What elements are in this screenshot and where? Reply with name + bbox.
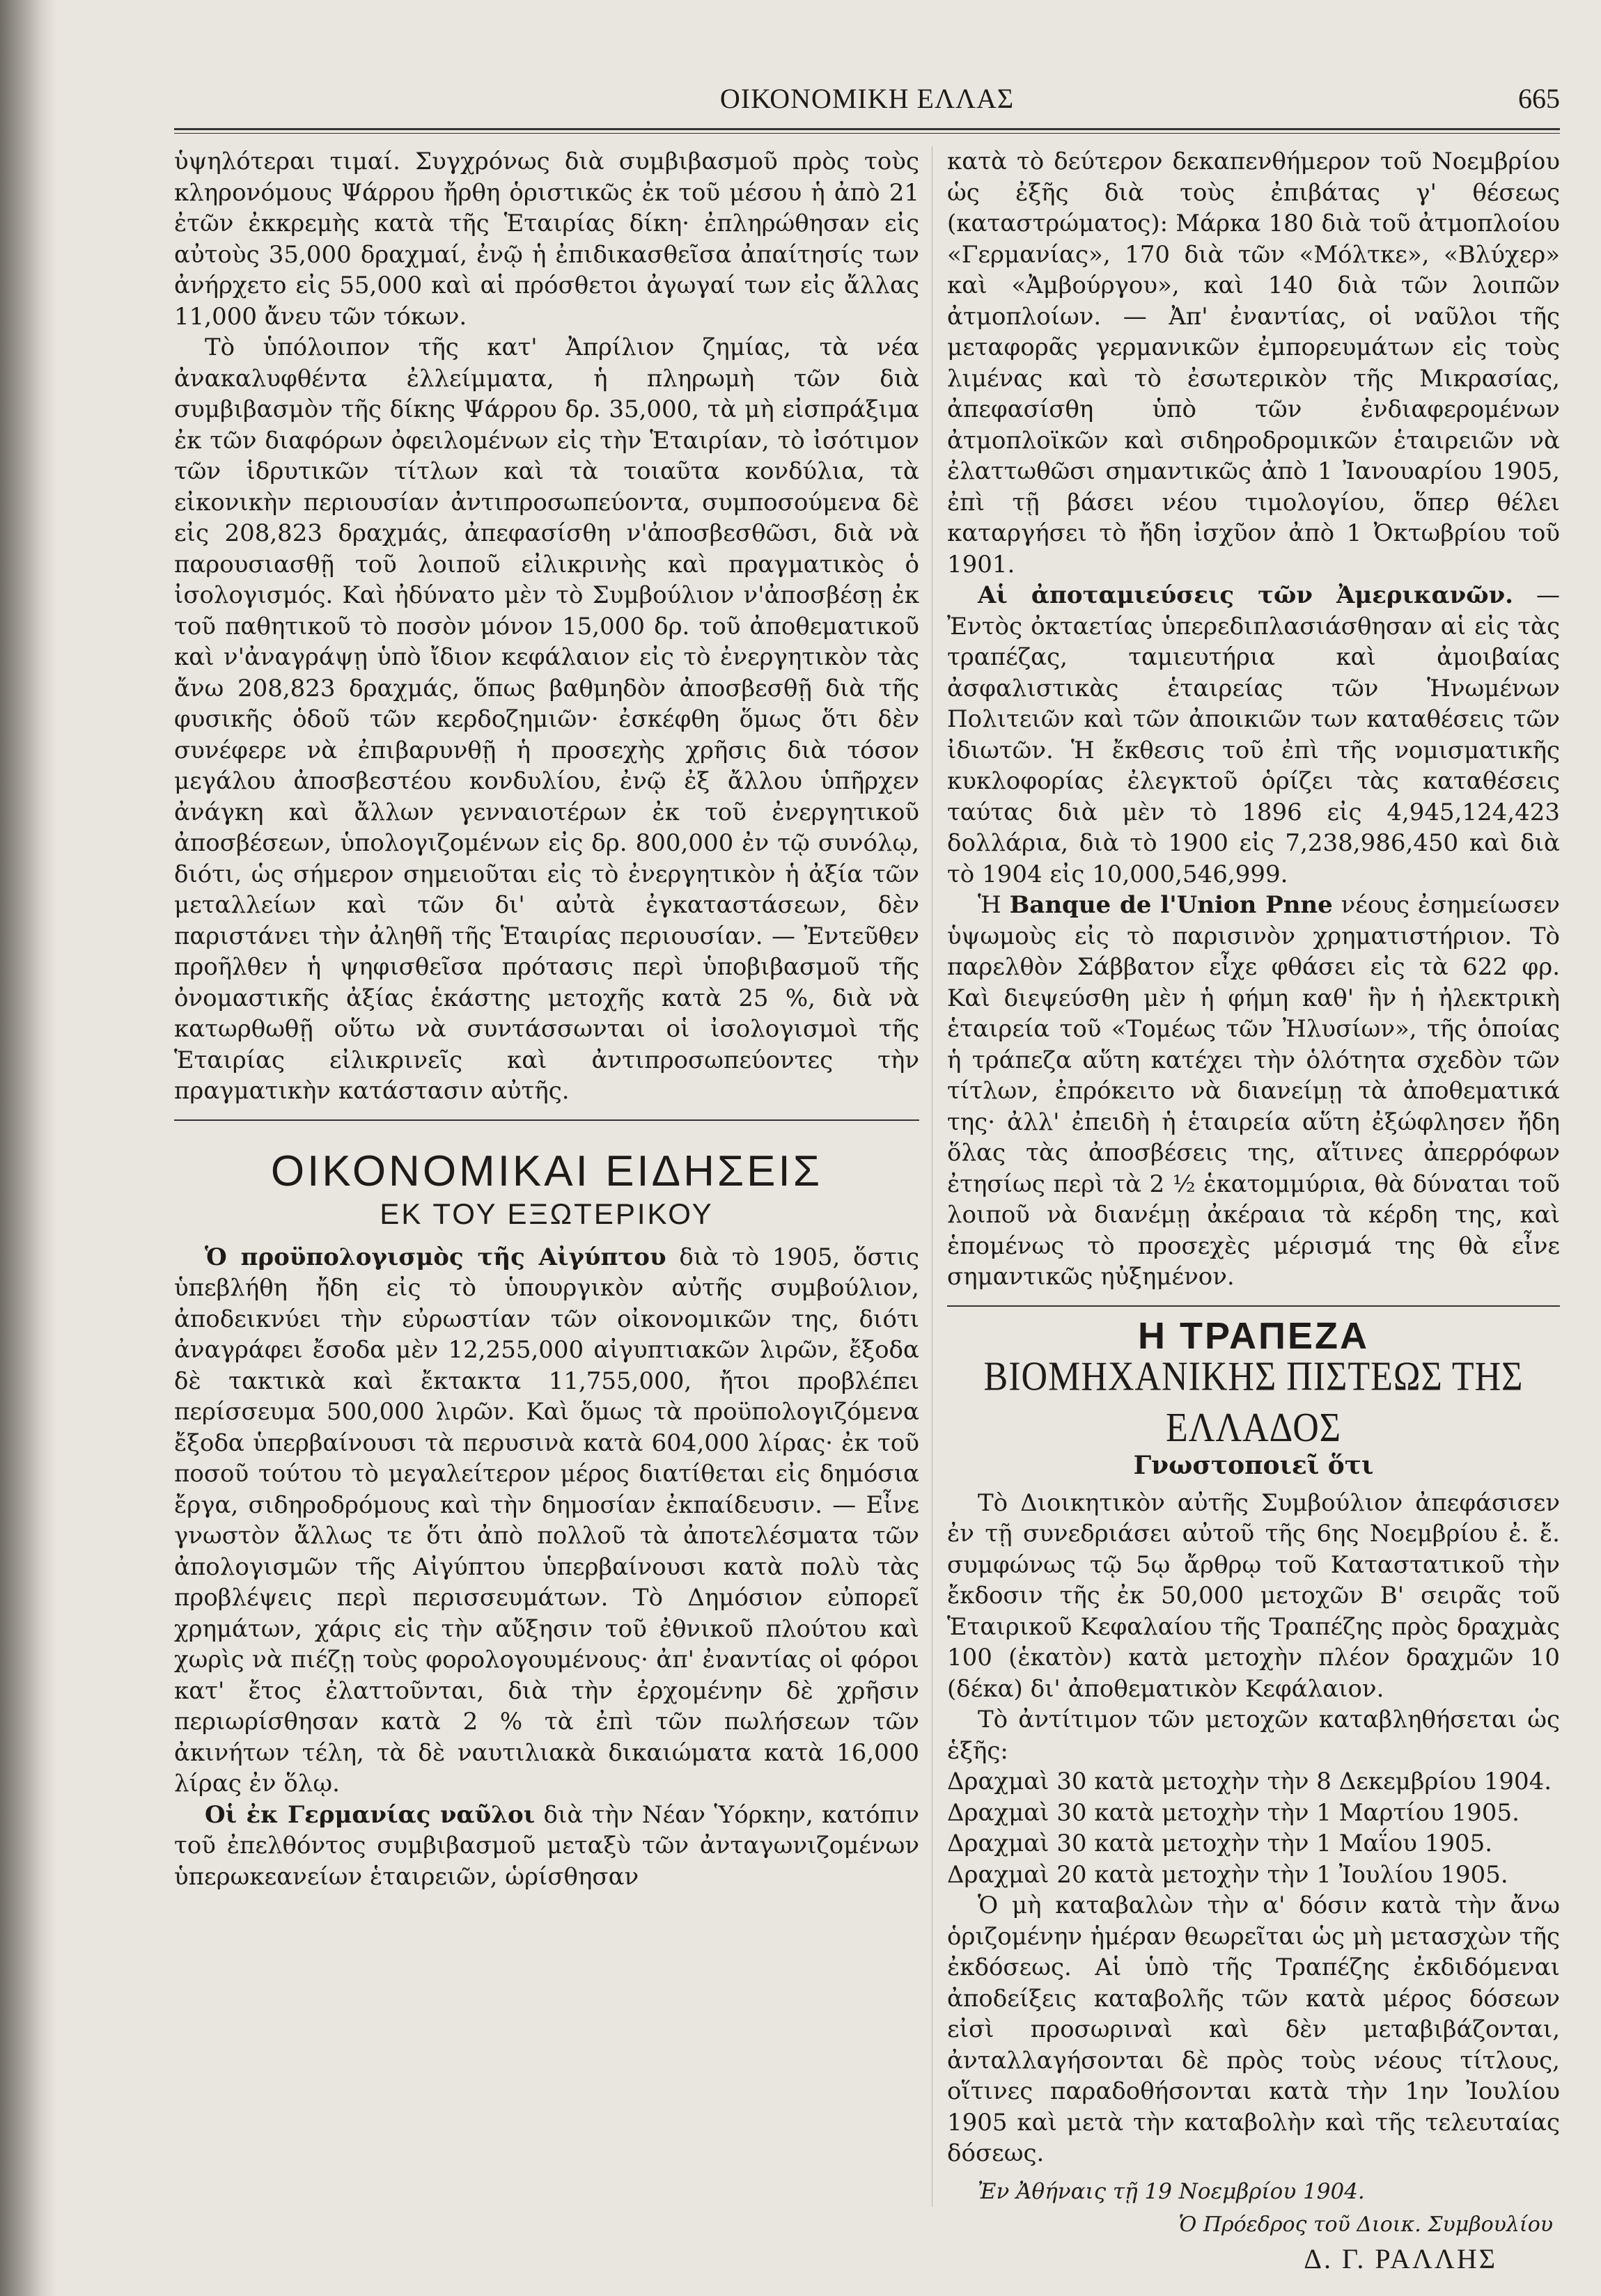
publication-title: ΟΙΚΟΝΟΜΙΚΗ ΕΛΛΑΣ bbox=[719, 83, 1015, 114]
signatory-name: Δ. Γ. ΡΑΛΛΗΣ bbox=[1304, 2242, 1497, 2274]
notice-subtitle: ΒΙΟΜΗΧΑΝΙΚΗΣ ΠΙΣΤΕΩΣ ΤΗΣ ΕΛΛΑΔΟΣ bbox=[983, 1353, 1524, 1451]
right-column bbox=[947, 146, 1560, 2274]
news-item-america bbox=[947, 580, 1560, 890]
section-title: ΟΙΚΟΝΟΜΙΚΑΙ ΕΙΔΗΣΕΙΣ bbox=[270, 1147, 823, 1195]
section-subtitle: ΕΚ ΤΟΥ ΕΞΩΤΕΡΙΚΟΥ bbox=[380, 1197, 714, 1230]
payment-line: Δραχμαὶ 30 κατὰ μετοχὴν τὴν 1 Μαρτίου 1905. bbox=[947, 1798, 1520, 1827]
news-item-text: διὰ τὸ 1905, ὅστις ὑπεβλήθη ἤδη εἰς τὸ ὑπουργικὸν αὐτῆς συμβούλιον, ἀποδεικνύει τὴν εὐρωστίαν τῶν οἰκονομικῶν της, διότι ἀναγράφει ἔσοδα μὲν 12,255,000 αἰγυπτιακῶν λιρῶν, ἔξοδα δὲ τακτικὰ καὶ ἔκτακτα 11,755,000, ἤτοι προβλέπει περίσσευμα 500,000 λιρῶν. Καὶ ὅμως τὰ προϋπολογιζόμενα ἔξοδα ὑπερβαίνουσι τὰ περυσινὰ κατὰ 604,000 λίρας· ἐκ τοῦ ποσοῦ τούτου τὸ μεγαλείτερον μέρος διατίθεται εἰς δημόσια ἔργα, σιδηροδρόμους καὶ τὴν δημοσίαν ἐκπαίδευσιν. — Εἶνε γνωστὸν ἄλλως τε ὅτι ἀπὸ πολλοῦ τὰ ἀποτελέσματα τῶν ἀπολογισμῶν τῆς Αἰγύπτου ὑπερβαίνουσι κατὰ πολὺ τὰς προβλέψεις περὶ περισσευμάτων. Τὸ Δημόσιον εὐπορεῖ χρημάτων, χάρις εἰς τὴν αὔξησιν τοῦ ἐθνικοῦ πλούτου καὶ χωρὶς νὰ πιέζῃ τοὺς φορολογουμένους· ἀπ' ἐναντίας οἱ φόροι κατ' ἔτος ἐλαττοῦνται, διὰ τὴν ἐρχομένην δὲ χρῆσιν περιωρίσθησαν κατὰ 2 % τὰ ἐπὶ τῶν πωλήσεων τῶν ἀκινήτων τέλη, τὰ δὲ ναυτιλιακὰ δικαιώματα κατὰ 16,000 λίρας ἐν ὅλῳ. bbox=[174, 1243, 920, 1798]
news-item-text: νέους ἐσημείωσεν ὑψωμοὺς εἰς τὸ παρισινὸν χρηματιστήριον. Τὸ παρελθὸν Σάββατον εἶχε φθάσει εἰς τὰ 622 φρ. Καὶ διεψεύσθη μὲν ἡ φήμη καθ' ἣν ἡ ἠλεκτρικὴ ἑταιρεία τοῦ «Τομέως τῶν Ἠλυσίων», τῆς ὁποίας ἡ τράπεζα αὕτη κατέχει τὴν ὁλότητα σχεδὸν τῶν τίτλων, ἐπρόκειτο νὰ διανείμῃ τὰ ἀποθεματικά της· ἀλλ' ἐπειδὴ ἡ ἑταιρεία αὕτη ἐξώφλησεν ἤδη ὅλας τὰς ἀποσβέσεις της, αἵτινες ἀπερρόφων ἐτησίως περὶ τὰ 2 ½ ἑκατομμύρια, θὰ δύναται τοῦ λοιποῦ νὰ διανέμῃ ἀκέραια τὰ κέρδη της, καὶ ἑπομένως τὸ προσεχὲς μέρισμά της θὰ εἶνε σημαντικῶς ηὐξημένον. bbox=[947, 891, 1560, 1291]
notice-paragraph: Ὁ μὴ καταβαλὼν τὴν α' δόσιν κατὰ τὴν ἄνω ὁριζομένην ἡμέραν θεωρεῖται ὡς μὴ μετασχὼν τῆς ἐκδόσεως. Αἱ ὑπὸ τῆς Τραπέζης ἐκδιδόμεναι ἀποδείξεις καταβολῆς τῶν κατὰ μέρος δόσεων εἰσὶ προσωριναὶ καὶ δὲν μεταβιβάζονται, ἀνταλλαγήσονται δὲ πρὸς τοὺς νέους τίτλους, οἵτινες παραδοθήσονται κατὰ τὴν 1ην Ἰουλίου 1905 καὶ μετὰ τὴν καταβολὴν καὶ τῆς τελευταίας δόσεως. bbox=[947, 1892, 1560, 2167]
news-item-lead: Ὁ προϋπολογισμὸς τῆς Αἰγύπτου bbox=[205, 1243, 666, 1271]
section-rule bbox=[174, 1119, 919, 1121]
notice-announce: Γνωστοποιεῖ ὅτι bbox=[1133, 1450, 1374, 1480]
news-item-lead: Banque de l'Union Pnne bbox=[1009, 891, 1333, 919]
notice-paragraph: Τὸ Διοικητικὸν αὐτῆς Συμβούλιον ἀπεφάσισεν ἐν τῇ συνεδριάσει αὐτοῦ τῆς 6ης Νοεμβρίου ἐ. ἔ. συμφώνως τῷ 5ῳ ἄρθρῳ τοῦ Καταστατικοῦ τὴν ἔκδοσιν τῆς ἐκ 50,000 μετοχῶν Β' σειρᾶς τοῦ Ἑταιρικοῦ Κεφαλαίου τῆς Τραπέζης πρὸς δραχμὰς 100 (ἑκατὸν) κατὰ μετοχὴν πλέον δραχμῶν 10 (δέκα) δι' ἀποθεματικὸν Κεφάλαιον. bbox=[947, 1488, 1560, 1703]
page-header bbox=[174, 82, 1560, 124]
notice-paragraph: Τὸ ἀντίτιμον τῶν μετοχῶν καταβληθήσεται ὡς ἑξῆς: bbox=[947, 1706, 1560, 1765]
header-rule bbox=[174, 128, 1560, 130]
article-paragraph: Τὸ ὑπόλοιπον τῆς κατ' Ἀπρίλιον ζημίας, τὰ νέα ἀνακαλυφθέντα ἐλλείμματα, ἡ πληρωμὴ τῶν διὰ συμβιβασμὸν τῆς δίκης Ψάρρου δρ. 35,000, τὰ μὴ εἰσπράξιμα ἐκ τῶν διαφόρων ὀφειλομένων εἰς τὴν Ἑταιρίαν, τὸ ἰσότιμον τῶν ἱδρυτικῶν τίτλων καὶ τὰ τοιαῦτα κονδύλια, τὰ εἰκονικὴν περιουσίαν ἀντιπροσωπεύοντα, συμποσούμενα δὲ εἰς 208,823 δραχμάς, ἀπεφασίσθη ν'ἀποσβεσθῶσι, διὰ νὰ παρουσιασθῇ τοῦ λοιποῦ εἰλικρινὴς καὶ πραγματικὸς ὁ ἰσολογισμός. Καὶ ἠδύνατο μὲν τὸ Συμβούλιον ν'ἀποσβέσῃ ἐκ τοῦ παθητικοῦ τὸ ποσὸν μόνον 15,000 δρ. τοῦ ἀποθεματικοῦ καὶ ν'ἀναγράψῃ ὑπὸ ἴδιον κεφάλαιον εἰς τὸ ἐνεργητικὸν τὰς ἄνω 208,823 δραχμάς, ὅπως βαθμηδὸν ἀποσβεσθῇ διὰ τῆς φυσικῆς ὁδοῦ τῶν κερδοζημιῶν· ἐσκέφθη ὅμως ὅτι δὲν συνέφερε νὰ ἐπιβαρυνθῇ ἡ προσεχὴς χρῆσις διὰ τόσον μεγάλου ἀποσβεστέου κονδυλίου, ἐνῷ ἐξ ἄλλου ὑπῆρχεν ἀνάγκη καὶ ἄλλων γενναιοτέρων ἐκ τοῦ ἐνεργητικοῦ ἀποσβέσεων, ὑπολογιζομένων εἰς δρ. 800,000 ἐν τῷ συνόλῳ, διότι, ὡς σήμερον σημειοῦται εἰς τὸ ἐνεργητικὸν ἡ ἀξία τῶν μεταλλείων καὶ τῶν δι' αὐτὰ ἐγκαταστάσεων, δὲν παριστάνει τὴν ἀληθῆ τῆς Ἑταιρίας περιουσίαν. — Ἐντεῦθεν προῆλθεν ἡ ψηφισθεῖσα πρότασις περὶ ὑποβιβασμοῦ τῆς ὀνομαστικῆς ἀξίας ἑκάστης μετοχῆς κατὰ 25 %, διὰ νὰ κατωρθωθῇ οὕτω νὰ συντάσσωνται οἱ ἰσολογισμοὶ τῆς Ἑταιρίας εἰλικρινεῖς καὶ ἀντιπροσωπεύοντες τὴν πραγματικὴν κατάστασιν αὐτῆς. bbox=[174, 333, 919, 1105]
binding-shadow bbox=[0, 0, 56, 2296]
notice-dateline: Ἐν Ἀθήναις τῇ 19 Νοεμβρίου 1904. bbox=[978, 2178, 1365, 2204]
notice-rule bbox=[947, 1305, 1560, 1307]
signatory-role: Ὁ Πρόεδρος τοῦ Διοικ. Συμβουλίου bbox=[1178, 2212, 1553, 2237]
payment-line: Δραχμαὶ 30 κατὰ μετοχὴν τὴν 8 Δεκεμβρίου 1904. bbox=[947, 1768, 1552, 1795]
news-item-text: διὰ τὴν Νέαν Ὑόρκην, κατόπιν τοῦ ἐπελθόντος συμβιβασμοῦ μεταξὺ τῶν ἀνταγωνιζομένων ὑπερωκεανείων ἑταιρειῶν, ὡρίσθησαν bbox=[174, 1800, 919, 1891]
payment-line: Δραχμαὶ 30 κατὰ μετοχὴν τὴν 1 Μαΐου 1905. bbox=[947, 1830, 1493, 1857]
page-number: 665 bbox=[1518, 83, 1560, 114]
header-rule-thin bbox=[174, 133, 1560, 134]
news-item-continued: κατὰ τὸ δεύτερον δεκαπενθήμερον τοῦ Νοεμβρίου ὡς ἐξῆς διὰ τοὺς ἐπιβάτας γ' θέσεως (καταστρώματος): Μάρκα 180 διὰ τοῦ ἀτμοπλοίου «Γερμανίας», 170 διὰ τῶν «Μόλτκε», «Βλύχερ» καὶ «Ἀμβούργου», καὶ 140 διὰ τῶν λοιπῶν ἀτμοπλοίων. — Ἀπ' ἐναντίας, οἱ ναῦλοι τῆς μεταφορᾶς γερμανικῶν ἐμπορευμάτων εἰς τοὺς λιμένας καὶ τὸ ἐσωτερικὸν τῆς Μικρασίας, ἀπεφασίσθη ὑπὸ τῶν ἐνδιαφερομένων ἀτμοπλοϊκῶν καὶ σιδηροδρομικῶν ἑταιρειῶν νὰ ἐλαττωθῶσι σημαντικῶς ἀπὸ 1 Ἰανουαρίου 1905, ἐπὶ τῇ βάσει νέου τιμολογίου, ὅπερ θέλει καταργήσει τὸ ἤδη ἰσχῦον ἀπὸ 1 Ὀκτωβρίου τοῦ 1901. bbox=[947, 148, 1560, 579]
payment-line: Δραχμαὶ 20 κατὰ μετοχὴν τὴν 1 Ἰουλίου 1905. bbox=[947, 1860, 1508, 1889]
news-item-germany bbox=[174, 1800, 919, 1893]
article-paragraph: ὑψηλότεραι τιμαί. Συγχρόνως διὰ συμβιβασμοῦ πρὸς τοὺς κληρονόμους Ψάρρου ἤρθη ὁριστικῶς ἐκ τοῦ μέσου ἡ ἀπὸ 21 ἐτῶν ἐκκρεμὴς κατὰ τῆς Ἑταιρίας δίκη· ἐπληρώθησαν εἰς αὐτοὺς 35,000 δραχμαί, ἐνῷ ἡ ἐπιδικασθεῖσα ἀπαίτησίς των ἀνήρχετο εἰς 55,000 καὶ αἱ πρόσθετοι ἀγωγαί των εἰς ἄλλας 11,000 ἄνευ τῶν τόκων. bbox=[174, 148, 919, 331]
notice-title: Η ΤΡΑΠΕΖΑ bbox=[1138, 1314, 1369, 1357]
news-item-prefix: Ἡ bbox=[978, 891, 1010, 919]
news-item-banque bbox=[947, 890, 1560, 1293]
news-item-lead: Αἱ ἀποταμιεύσεις τῶν Ἀμερικανῶν. bbox=[978, 581, 1514, 609]
left-column bbox=[174, 146, 919, 1892]
news-item-text: — Ἐντὸς ὀκταετίας ὑπερεδιπλασιάσθησαν αἱ εἰς τὰς τραπέζας, ταμιευτήρια καὶ ἀμοιβαίας ἀσφαλιστικὰς ἑταιρείας τῶν Ἡνωμένων Πολιτειῶν καὶ τῶν ἀποικιῶν των καταθέσεις τῶν ἰδιωτῶν. Ἡ ἔκθεσις τοῦ ἐπὶ τῆς νομισματικῆς κυκλοφορίας ἐλεγκτοῦ ὁρίζει τὰς καταθέσεις ταύτας διὰ μὲν τὸ 1896 εἰς 4,945,124,423 δολλάρια, διὰ τὸ 1900 εἰς 7,238,986,450 καὶ διὰ τὸ 1904 εἰς 10,000,546,999. bbox=[947, 581, 1560, 888]
news-item-egypt bbox=[174, 1242, 919, 1800]
newspaper-page bbox=[77, 0, 1574, 2296]
news-item-lead: Οἱ ἐκ Γερμανίας ναῦλοι bbox=[205, 1800, 536, 1829]
